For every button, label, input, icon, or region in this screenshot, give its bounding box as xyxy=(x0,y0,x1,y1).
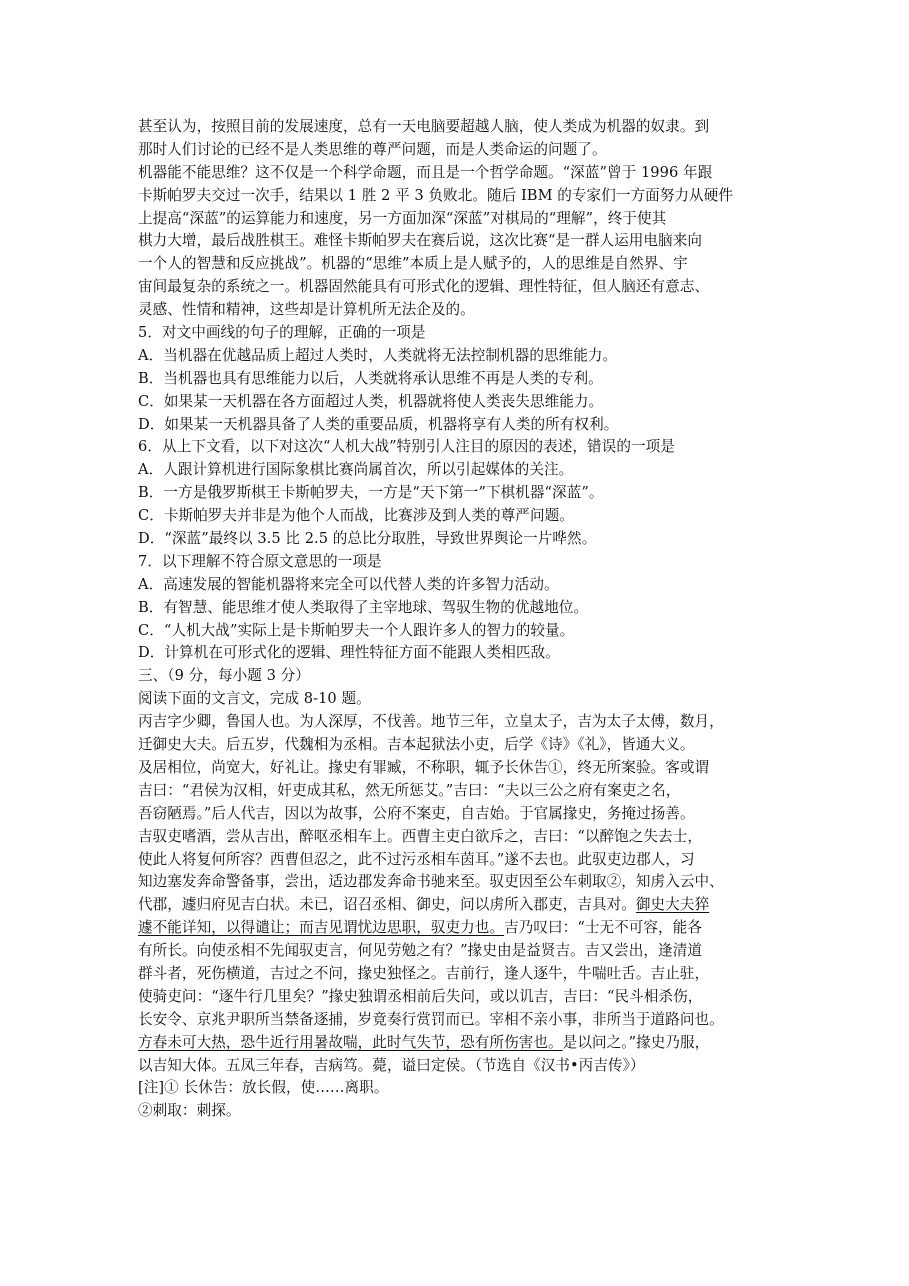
classical-line: 有所长。向使丞相不先闻驭吏言，何见劳勉之有？”掾史由是益贤吉。吉又尝出，逢清道 xyxy=(138,942,702,960)
classical-line: 使骑吏问：“逐牛行几里矣？”掾史独谓丞相前后失问，或以讥吉，吉曰：“民斗相杀伤， xyxy=(138,987,703,1005)
question-stem: 6．从上下文看，以下对这次“人机大战”特别引人注目的原因的表述，错误的一项是 xyxy=(138,438,675,456)
classical-line: 丙吉字少卿，鲁国人也。为人深厚，不伐善。地节三年，立皇太子，吉为太子太傅，数月， xyxy=(138,713,724,731)
passage-line: 一个人的智慧和反应挑战”。机器的“思维”本质上是人赋予的，人的思维是自然界、宇 xyxy=(138,255,688,273)
passage-line: 上提高“深蓝”的运算能力和速度，另一方面加深“深蓝”对棋局的“理解”，终于使其 xyxy=(138,209,667,227)
classical-line: 吉曰：“君侯为汉相，奸吏成其私，然无所惩艾。”吉曰：“夫以三公之府有案吏之名， xyxy=(138,781,681,799)
classical-line: 长安令、京兆尹职所当禁备逐捕，岁竟奏行赏罚而已。宰相不亲小事，非所当于道路问也。 xyxy=(138,1010,724,1028)
question-5 xyxy=(138,322,788,436)
classical-line: 吉驭吏嗜酒，尝从吉出，醉呕丞相车上。西曹主吏白欲斥之，吉曰：“以醉饱之失去士， xyxy=(138,827,702,845)
classical-line: 以吉知大体。五凤三年春，吉病笃。薨，谥曰定侯。（节选自《汉书•丙吉传》） xyxy=(138,1056,645,1074)
option-b: B．有智慧、能思维才使人类取得了主宰地球、驾驭生物的优越地位。 xyxy=(138,598,589,616)
option-a: A．人跟计算机进行国际象棋比赛尚属首次，所以引起媒体的关注。 xyxy=(138,461,574,479)
classical-line: 及居相位，尚宽大，好礼让。掾史有罪臧，不称职，辄予长休告①，终无所案验。客或谓 xyxy=(138,758,710,776)
classical-line xyxy=(138,894,788,917)
classical-line xyxy=(138,917,788,940)
classical-line: 群斗者，死伤横道，吉过之不问，掾史独怪之。吉前行，逢人逐牛，牛喘吐舌。吉止驻， xyxy=(138,964,710,982)
option-d: D．“深蓝”最终以 3.5 比 2.5 的总比分取胜，导致世界舆论一片哗然。 xyxy=(138,530,597,548)
option-d: D．如果某一天机器具备了人类的重要品质，机器将享有人类的所有权利。 xyxy=(138,415,619,433)
underlined-sentence: 御史大夫猝 xyxy=(635,896,710,914)
passage-line: 那时人们讨论的已经不是人类思维的尊严问题，而是人类命运的问题了。 xyxy=(138,140,607,158)
question-7 xyxy=(138,551,788,665)
classical-line: 吾窃陋焉。”后人代吉，因以为故事，公府不案吏，自吉始。于官属掾史，务掩过扬善。 xyxy=(138,804,695,822)
classical-text: 吉乃叹曰：“士无不可容，能各 xyxy=(504,919,702,937)
classical-text: 代郡，遽归府见吉白状。未已，诏召丞相、御史，问以虏所入郡吏，吉具对。 xyxy=(138,896,636,914)
passage-modern xyxy=(138,116,788,322)
question-stem: 5．对文中画线的句子的理解，正确的一项是 xyxy=(138,324,426,342)
classical-line xyxy=(138,1032,788,1055)
passage-line: 机器能不能思维？这不仅是一个科学命题，而且是一个哲学命题。“深蓝”曾于 1996 年跟 xyxy=(138,163,713,181)
document-page xyxy=(138,116,788,1123)
classical-line: 迁御史大夫。后五岁，代魏相为丞相。吉本起狱法小吏，后学《诗》《礼》，皆通大义。 xyxy=(138,736,695,754)
option-c: C．“人机大战”实际上是卡斯帕罗夫一个人跟许多人的智力的较量。 xyxy=(138,621,575,639)
passage-line: 棋力大增，最后战胜棋王。难怪卡斯帕罗夫在赛后说，这次比赛“是一群人运用电脑来向 xyxy=(138,232,702,250)
passage-line: 甚至认为，按照目前的发展速度，总有一天电脑要超越人脑，使人类成为机器的奴隶。到 xyxy=(138,118,710,135)
footnote: ②刺取：刺探。 xyxy=(138,1102,241,1120)
option-b: B．当机器也具有思维能力以后，人类就将承认思维不再是人类的专利。 xyxy=(138,369,603,387)
classical-line: 知边塞发奔命警备事，尝出，适边郡发奔命书驰来至。驭吏因至公车刺取②，知虏入云中、 xyxy=(138,873,724,891)
footnote: [注]① 长休告：放长假，使……离职。 xyxy=(138,1079,389,1097)
question-6 xyxy=(138,436,788,550)
option-c: C．如果某一天机器在各方面超过人类，机器就将使人类丧失思维能力。 xyxy=(138,392,604,410)
passage-line: 卡斯帕罗夫交过一次手，结果以 1 胜 2 平 3 负败北。随后 IBM 的专家们一方面努力从硬件 xyxy=(138,186,733,204)
option-c: C．卡斯帕罗夫并非是为他个人而战，比赛涉及到人类的尊严问题。 xyxy=(138,507,574,525)
classical-text: 是以问之。”掾史乃服， xyxy=(562,1033,710,1051)
option-a: A．高速发展的智能机器将来完全可以代替人类的许多智力活动。 xyxy=(138,575,559,593)
classical-passage xyxy=(138,711,788,1077)
underlined-sentence: 遽不能详知，以得谴让；而吉见谓忧边思职，驭吏力也。 xyxy=(138,919,505,937)
option-a: A．当机器在优越品质上超过人类时，人类就将无法控制机器的思维能力。 xyxy=(138,346,618,364)
option-d: D．计算机在可形式化的逻辑、理性特征方面不能跟人类相匹敌。 xyxy=(138,644,560,662)
option-b: B．一方是俄罗斯棋王卡斯帕罗夫，一方是“天下第一”下棋机器“深蓝”。 xyxy=(138,484,604,502)
passage-line: 灵感、性情和精神，这些却是计算机所无法企及的。 xyxy=(138,301,475,319)
section-instruction: 阅读下面的文言文，完成 8-10 题。 xyxy=(138,690,371,708)
underlined-sentence: 方春未可大热，恐牛近行用暑故喘，此时气失节，恐有所伤害也。 xyxy=(138,1033,563,1051)
section-heading: 三、（9 分，每小题 3 分） xyxy=(138,667,310,685)
footnotes xyxy=(138,1077,788,1123)
passage-line: 宙间最复杂的系统之一。机器固然能具有可形式化的逻辑、理性特征，但人脑还有意志、 xyxy=(138,278,710,296)
question-stem: 7．以下理解不符合原文意思的一项是 xyxy=(138,552,382,570)
classical-line: 使此人将复何所容？西曹但忍之，此不过污丞相车茵耳。”遂不去也。此驭吏边郡人，习 xyxy=(138,850,695,868)
